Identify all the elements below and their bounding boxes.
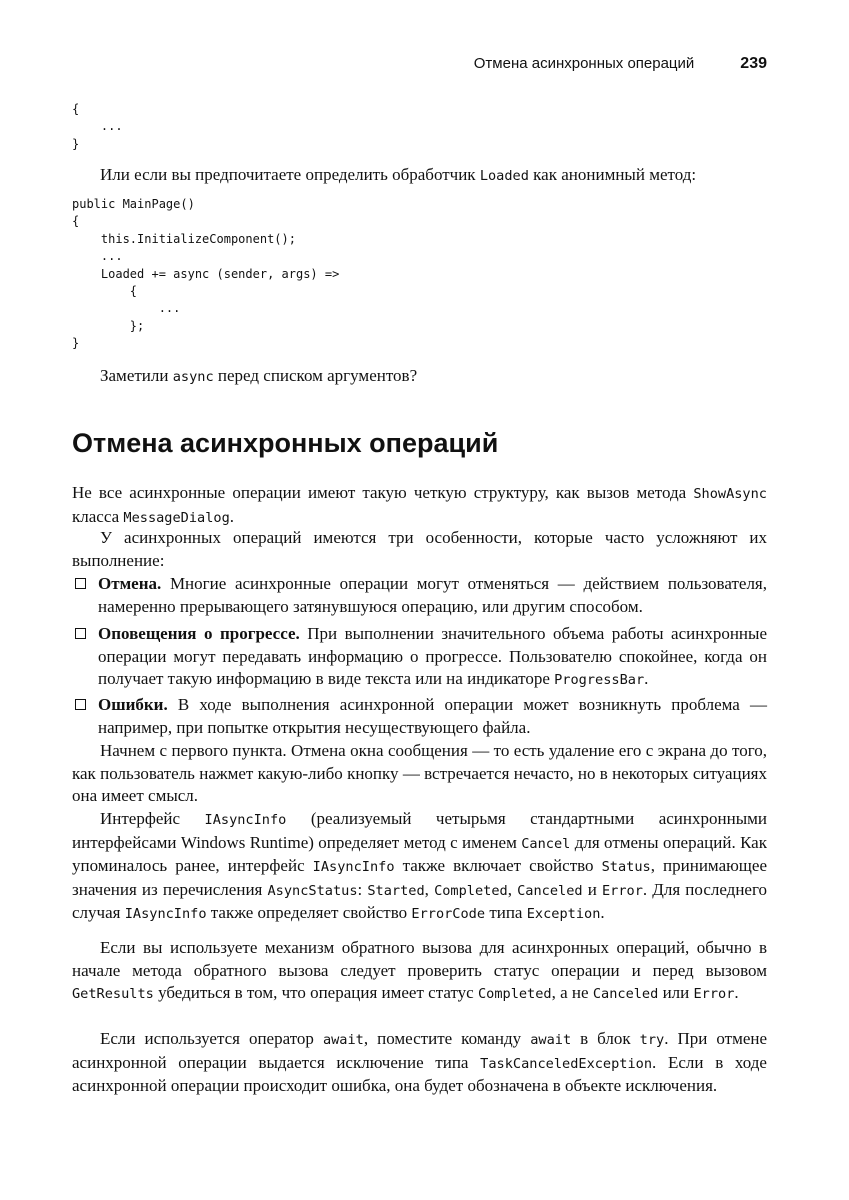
checkbox-bullet-icon <box>75 578 86 589</box>
page-number: 239 <box>740 55 767 72</box>
paragraph-first-point: Начнем с первого пункта. Отмена окна сообщения — то есть удаление его с экрана до того, как пользователь нажмет какую-либо кнопку — встречается нечасто, но в некоторых ситуациях она имеет смысл. <box>72 741 767 806</box>
list-item-errors: Ошибки. В ходе выполнения асинхронной операции может возникнуть проблема — например, при попытке открытия несуществующего файла. <box>72 694 767 739</box>
paragraph-callback: Если вы используете механизм обратного вызова для асинхронных операций, обычно в начале метода обратного вызова следует проверить статус операции и перед вызовом GetResults убедиться в том, что операция имеет статус Completed, а не Canceled или Error. <box>72 938 767 1003</box>
paragraph-iasyncinfo: Интерфейс IAsyncInfo (реализуемый четырьмя стандартными асинхронными интерфейсами Windows Runtime) определяет метод с именем Cancel для отмены операций. Как упоминалось ранее, интерфейс IAsyncInfo также включает свойство Status, принимающее значения из перечисления AsyncStatus: Started, Completed, Canceled и Error. Для последнего случая IAsyncInfo также определяет свойство ErrorCode типа Exception. <box>72 809 768 923</box>
running-header <box>72 55 767 77</box>
paragraph-await: Если используется оператор await, поместите команду await в блок try. При отмене асинхронной операции выдается исключение типа TaskCanceledException. Если в ходе асинхронной операции происходит ошибка, она будет обозначена в объекте исключения. <box>72 1029 768 1096</box>
paragraph-loaded-handler: Или если вы предпочитаете определить обработчик Loaded как анонимный метод: <box>100 165 697 184</box>
paragraph-intro: Не все асинхронные операции имеют такую четкую структуру, как вызов метода ShowAsync класса MessageDialog. <box>72 483 767 526</box>
code-block-mainpage: public MainPage() { this.InitializeComponent(); ... Loaded += async (sender, args) => { ... }; } <box>72 197 340 351</box>
list-item-progress: Оповещения о прогрессе. При выполнении значительного объема работы асинхронные операции могут передавать информацию о прогрессе. Пользователю спокойнее, когда он получает такую информацию в виде текста или на индикаторе ProgressBar. <box>72 623 767 692</box>
section-heading: Отмена асинхронных операций <box>72 428 499 458</box>
paragraph-features: У асинхронных операций имеются три особенности, которые часто усложняют их выполнение: <box>72 528 767 570</box>
paragraph-async-question: Заметили async перед списком аргументов? <box>100 366 418 385</box>
list-item-cancel: Отмена. Многие асинхронные операции могут отменяться — действием пользователя, намеренно прерывающего затянувшуюся операцию, или другим способом. <box>72 573 767 618</box>
running-header-title: Отмена асинхронных операций <box>473 55 695 72</box>
code-block-ellipsis: { ... } <box>72 102 123 151</box>
checkbox-bullet-icon <box>75 699 86 710</box>
checkbox-bullet-icon <box>75 628 86 639</box>
